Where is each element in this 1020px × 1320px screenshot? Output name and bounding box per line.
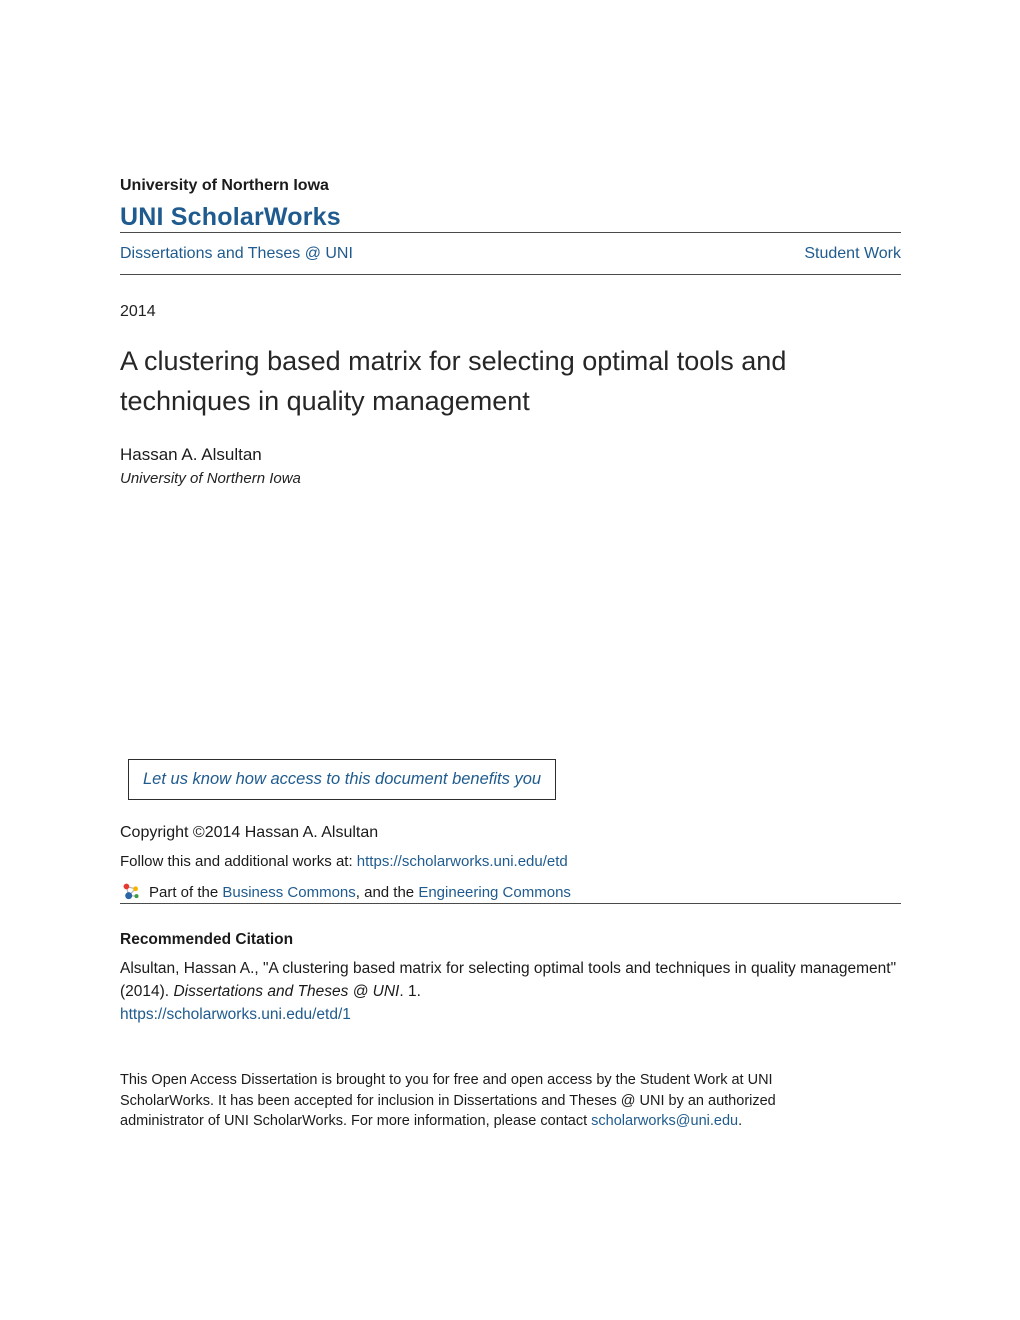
- contact-email-link[interactable]: scholarworks@uni.edu: [591, 1113, 739, 1129]
- network-commons-icon: [120, 881, 142, 903]
- part-of-prefix: Part of the: [149, 883, 223, 901]
- category-link[interactable]: Student Work: [804, 245, 901, 262]
- publication-year: 2014: [120, 303, 156, 320]
- repository-link[interactable]: UNI ScholarWorks: [120, 203, 341, 231]
- work-title-line2: techniques in quality management: [120, 386, 530, 416]
- follow-works-label: Follow this and additional works at:: [120, 853, 357, 870]
- work-title: [120, 341, 901, 421]
- recommended-citation-heading: Recommended Citation: [120, 931, 294, 948]
- open-access-statement: [120, 1070, 810, 1132]
- page-content: [120, 0, 901, 1132]
- collection-link[interactable]: Dissertations and Theses @ UNI: [120, 245, 353, 262]
- benefits-survey-box[interactable]: [128, 759, 556, 800]
- citation-block: [120, 957, 901, 1026]
- author-name: Hassan A. Alsultan: [120, 445, 262, 464]
- benefits-survey-link[interactable]: Let us know how access to this document benefits you: [143, 770, 542, 788]
- follow-works-line: [120, 853, 901, 870]
- institution-name: University of Northern Iowa: [120, 177, 329, 194]
- divider-header: [120, 274, 901, 275]
- business-commons-link[interactable]: Business Commons: [222, 883, 356, 901]
- author-affiliation: University of Northern Iowa: [120, 470, 301, 487]
- citation-body: Alsultan, Hassan A., "A clustering based matrix for selecting optimal tools and techniques in quality management" (2014).: [120, 960, 897, 1000]
- work-title-line1: A clustering based matrix for selecting optimal tools and: [120, 346, 787, 376]
- collections-row: [120, 233, 901, 274]
- etd-collection-url[interactable]: https://scholarworks.uni.edu/etd: [356, 853, 568, 870]
- part-of-middle: , and the: [355, 883, 419, 901]
- divider-citation: [120, 903, 901, 904]
- part-of-text: [149, 884, 571, 901]
- citation-number: . 1.: [399, 983, 421, 1000]
- copyright-line: Copyright ©2014 Hassan A. Alsultan: [120, 824, 379, 841]
- open-access-suffix: .: [738, 1113, 743, 1129]
- open-access-text: This Open Access Dissertation is brought to you for free and open access by the Student Work at UNI ScholarWorks. It has been accepted for inclusion in Dissertations and Theses @ UNI by an authorized administrator of UNI ScholarWorks. For more information, please contact: [120, 1072, 776, 1129]
- engineering-commons-link[interactable]: Engineering Commons: [418, 883, 571, 901]
- part-of-line: [120, 881, 901, 903]
- citation-series: Dissertations and Theses @ UNI: [173, 983, 400, 1000]
- citation-url[interactable]: https://scholarworks.uni.edu/etd/1: [120, 1006, 351, 1023]
